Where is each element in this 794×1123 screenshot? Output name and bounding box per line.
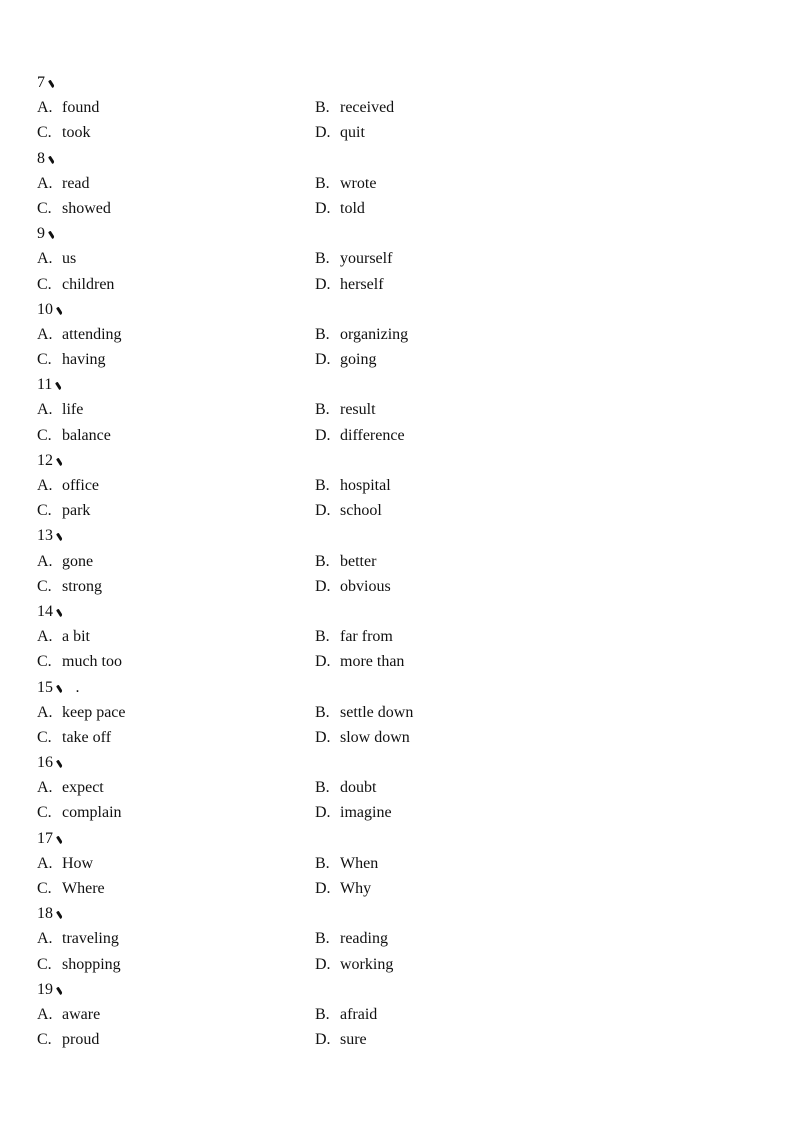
- option-a-letter: A.: [37, 1005, 53, 1023]
- option-a: [37, 624, 315, 649]
- option-b-letter: B.: [315, 854, 330, 872]
- option-row-cd: [37, 498, 764, 523]
- option-b-text: far from: [340, 628, 393, 646]
- question-number: 11: [37, 376, 53, 394]
- option-a: [37, 473, 315, 498]
- option-d: [315, 876, 371, 901]
- option-b: [315, 171, 376, 196]
- option-d-letter: D.: [315, 955, 331, 973]
- option-d-text: working: [340, 955, 394, 973]
- option-c-letter: C.: [37, 124, 52, 142]
- option-d: [315, 196, 365, 221]
- option-d: [315, 1027, 367, 1052]
- option-a-letter: A.: [37, 703, 53, 721]
- ideographic-comma-mark: [48, 80, 54, 88]
- option-b-letter: B.: [315, 99, 330, 117]
- option-b: [315, 926, 388, 951]
- option-b-letter: B.: [315, 250, 330, 268]
- option-b-letter: B.: [315, 703, 330, 721]
- option-b-letter: B.: [315, 628, 330, 646]
- option-c-text: shopping: [62, 955, 121, 973]
- question-number-line: [37, 901, 764, 926]
- option-row-ab: [37, 1002, 764, 1027]
- option-d-letter: D.: [315, 577, 331, 595]
- option-b-letter: B.: [315, 401, 330, 419]
- question-block: [37, 977, 764, 1053]
- option-b-text: doubt: [340, 779, 377, 797]
- ideographic-comma-mark: [56, 458, 62, 466]
- option-c-text: balance: [62, 426, 111, 444]
- option-b: [315, 397, 376, 422]
- option-row-cd: [37, 952, 764, 977]
- option-d-text: quit: [340, 124, 365, 142]
- question-number: 18: [37, 905, 53, 923]
- question-number: 12: [37, 451, 53, 469]
- ideographic-comma-mark: [56, 533, 62, 541]
- question-number-line: [37, 599, 764, 624]
- question-number: 15: [37, 678, 53, 696]
- option-b-letter: B.: [315, 325, 330, 343]
- option-c: [37, 1027, 315, 1052]
- option-row-cd: [37, 423, 764, 448]
- option-row-cd: [37, 800, 764, 825]
- option-a-letter: A.: [37, 250, 53, 268]
- option-c-text: take off: [62, 728, 112, 746]
- option-c-letter: C.: [37, 728, 52, 746]
- option-b-letter: B.: [315, 1005, 330, 1023]
- option-b-text: settle down: [340, 703, 414, 721]
- option-a-letter: A.: [37, 552, 53, 570]
- option-c-letter: C.: [37, 577, 52, 595]
- option-c-letter: C.: [37, 804, 52, 822]
- option-b-letter: B.: [315, 552, 330, 570]
- question-number-suffix: .: [71, 678, 80, 696]
- option-c-text: took: [62, 124, 91, 142]
- question-number-line: [37, 977, 764, 1002]
- ideographic-comma-mark: [56, 911, 62, 919]
- option-a: [37, 397, 315, 422]
- option-row-ab: [37, 926, 764, 951]
- option-b-text: When: [340, 854, 379, 872]
- question-number: 7: [37, 74, 45, 91]
- ideographic-comma-mark: [48, 231, 54, 239]
- option-c: [37, 800, 315, 825]
- option-c-text: Where: [62, 880, 105, 897]
- option-d: [315, 649, 404, 674]
- option-d-letter: D.: [315, 1031, 331, 1049]
- question-number-line: [37, 297, 764, 322]
- question-number-line: [37, 146, 764, 171]
- option-a-text: attending: [62, 325, 122, 343]
- option-a: [37, 775, 315, 800]
- option-row-cd: [37, 272, 764, 297]
- option-a-letter: A.: [37, 99, 53, 117]
- option-d: [315, 800, 392, 825]
- option-a-text: gone: [62, 552, 94, 570]
- option-d-letter: D.: [315, 653, 331, 671]
- option-c-text: complain: [62, 804, 122, 822]
- option-d-text: difference: [340, 426, 405, 444]
- option-c: [37, 347, 315, 372]
- ideographic-comma-mark: [55, 382, 61, 390]
- option-b-text: better: [340, 552, 377, 570]
- option-row-ab: [37, 700, 764, 725]
- option-a-letter: A.: [37, 930, 53, 948]
- option-a-text: read: [62, 174, 90, 192]
- option-c-letter: C.: [37, 653, 52, 671]
- option-c-text: strong: [62, 577, 102, 595]
- question-block: [37, 146, 764, 222]
- option-c-text: showed: [62, 199, 111, 217]
- question-number: 10: [37, 300, 53, 318]
- option-a-text: a bit: [62, 628, 90, 646]
- option-a: [37, 246, 315, 271]
- option-d: [315, 574, 391, 599]
- option-c-letter: C.: [37, 1031, 52, 1049]
- option-row-cd: [37, 120, 764, 145]
- option-c: [37, 876, 315, 901]
- option-d-text: herself: [340, 275, 384, 293]
- option-c-text: proud: [62, 1031, 100, 1049]
- question-number: 19: [37, 980, 53, 998]
- question-number-line: [37, 675, 764, 700]
- option-row-cd: [37, 649, 764, 674]
- option-d: [315, 120, 365, 145]
- ideographic-comma-mark: [56, 836, 62, 844]
- option-d: [315, 272, 384, 297]
- option-c-letter: C.: [37, 426, 52, 444]
- option-a-letter: A.: [37, 628, 53, 646]
- option-c-text: children: [62, 275, 115, 293]
- option-a-letter: A.: [37, 779, 53, 797]
- option-b: [315, 851, 378, 876]
- option-d-letter: D.: [315, 426, 331, 444]
- question-block: [37, 448, 764, 524]
- option-b: [315, 95, 394, 120]
- ideographic-comma-mark: [56, 987, 62, 995]
- option-d-letter: D.: [315, 804, 331, 822]
- question-number-line: [37, 826, 764, 851]
- option-a-letter: A.: [37, 401, 53, 419]
- option-c: [37, 272, 315, 297]
- option-b-text: wrote: [340, 174, 377, 192]
- option-b: [315, 246, 392, 271]
- question-block: [37, 523, 764, 599]
- option-row-cd: [37, 1027, 764, 1052]
- option-c: [37, 498, 315, 523]
- question-number-line: [37, 70, 764, 95]
- question-block: [37, 675, 764, 751]
- option-a: [37, 322, 315, 347]
- option-d-letter: D.: [315, 351, 331, 369]
- option-c: [37, 574, 315, 599]
- option-a-text: life: [62, 401, 84, 419]
- option-b-text: afraid: [340, 1005, 378, 1023]
- option-d-letter: D.: [315, 199, 331, 217]
- option-a: [37, 171, 315, 196]
- question-list: [37, 70, 764, 1052]
- option-c-letter: C.: [37, 880, 52, 897]
- option-b-letter: B.: [315, 477, 330, 494]
- option-a-text: found: [62, 99, 100, 117]
- ideographic-comma-mark: [48, 156, 54, 164]
- option-d: [315, 725, 410, 750]
- option-c: [37, 423, 315, 448]
- option-d-letter: D.: [315, 880, 331, 897]
- option-c: [37, 952, 315, 977]
- option-a-letter: A.: [37, 854, 53, 872]
- option-row-ab: [37, 397, 764, 422]
- option-c: [37, 725, 315, 750]
- question-block: [37, 372, 764, 448]
- question-number-line: [37, 523, 764, 548]
- option-c-letter: C.: [37, 351, 52, 369]
- question-block: [37, 599, 764, 675]
- option-c-letter: C.: [37, 955, 52, 973]
- option-a-text: office: [62, 477, 100, 494]
- question-block: [37, 750, 764, 826]
- option-c-letter: C.: [37, 275, 52, 293]
- option-d-text: going: [340, 351, 377, 369]
- option-b: [315, 1002, 377, 1027]
- option-row-cd: [37, 725, 764, 750]
- option-b: [315, 700, 413, 725]
- option-d-letter: D.: [315, 502, 331, 520]
- option-row-ab: [37, 851, 764, 876]
- option-c: [37, 196, 315, 221]
- option-row-ab: [37, 775, 764, 800]
- ideographic-comma-mark: [56, 307, 62, 315]
- option-a-text: expect: [62, 779, 104, 797]
- option-b: [315, 549, 376, 574]
- option-c-letter: C.: [37, 199, 52, 217]
- option-b-text: yourself: [340, 250, 393, 268]
- option-row-cd: [37, 347, 764, 372]
- option-row-ab: [37, 624, 764, 649]
- option-d-text: slow down: [340, 728, 410, 746]
- option-c: [37, 649, 315, 674]
- option-a-text: How: [62, 854, 94, 872]
- question-block: [37, 70, 764, 146]
- option-d-text: Why: [340, 880, 372, 897]
- option-a: [37, 851, 315, 876]
- option-a: [37, 549, 315, 574]
- option-a: [37, 700, 315, 725]
- option-d: [315, 498, 382, 523]
- option-b-text: organizing: [340, 325, 409, 343]
- option-b: [315, 624, 393, 649]
- option-b-letter: B.: [315, 930, 330, 948]
- option-row-ab: [37, 322, 764, 347]
- question-number-line: [37, 750, 764, 775]
- option-c-text: having: [62, 351, 106, 369]
- option-row-cd: [37, 876, 764, 901]
- option-d-text: sure: [340, 1031, 367, 1049]
- option-b-text: reading: [340, 930, 388, 948]
- option-c: [37, 120, 315, 145]
- option-d-letter: D.: [315, 124, 331, 142]
- option-d-text: more than: [340, 653, 405, 671]
- question-block: [37, 826, 764, 902]
- option-a-letter: A.: [37, 325, 53, 343]
- option-d: [315, 347, 376, 372]
- option-b-text: result: [340, 401, 376, 419]
- option-b: [315, 473, 391, 498]
- question-number: 17: [37, 829, 53, 847]
- question-number: 13: [37, 527, 53, 545]
- option-row-ab: [37, 549, 764, 574]
- option-row-cd: [37, 196, 764, 221]
- option-row-ab: [37, 246, 764, 271]
- option-b-letter: B.: [315, 174, 330, 192]
- option-d-text: told: [340, 199, 365, 217]
- option-a: [37, 926, 315, 951]
- option-row-ab: [37, 473, 764, 498]
- question-number: 9: [37, 225, 45, 243]
- option-a: [37, 95, 315, 120]
- option-a-letter: A.: [37, 477, 53, 494]
- question-number-line: [37, 448, 764, 473]
- option-a-text: keep pace: [62, 703, 126, 721]
- option-d-text: obvious: [340, 577, 391, 595]
- option-d: [315, 423, 405, 448]
- ideographic-comma-mark: [56, 760, 62, 768]
- option-a-text: aware: [62, 1005, 101, 1023]
- option-d: [315, 952, 393, 977]
- option-a-letter: A.: [37, 174, 53, 192]
- option-d-text: school: [340, 502, 382, 520]
- option-b: [315, 322, 408, 347]
- question-block: [37, 297, 764, 373]
- option-c-text: park: [62, 502, 91, 520]
- ideographic-comma-mark: [56, 609, 62, 617]
- option-a-text: traveling: [62, 930, 119, 948]
- option-a-text: us: [62, 250, 77, 268]
- option-d-letter: D.: [315, 728, 331, 746]
- option-b-letter: B.: [315, 779, 330, 797]
- option-c-text: much too: [62, 653, 122, 671]
- option-row-ab: [37, 171, 764, 196]
- question-number-line: [37, 221, 764, 246]
- option-d-text: imagine: [340, 804, 392, 822]
- option-b-text: hospital: [340, 477, 391, 494]
- option-a: [37, 1002, 315, 1027]
- question-block: [37, 901, 764, 977]
- option-row-cd: [37, 574, 764, 599]
- question-number: 16: [37, 754, 53, 772]
- option-row-ab: [37, 95, 764, 120]
- ideographic-comma-mark: [56, 684, 62, 692]
- option-b-text: received: [340, 99, 395, 117]
- option-d-letter: D.: [315, 275, 331, 293]
- question-block: [37, 221, 764, 297]
- option-c-letter: C.: [37, 502, 52, 520]
- question-number: 14: [37, 602, 53, 620]
- option-b: [315, 775, 376, 800]
- question-number-line: [37, 372, 764, 397]
- question-number: 8: [37, 149, 45, 167]
